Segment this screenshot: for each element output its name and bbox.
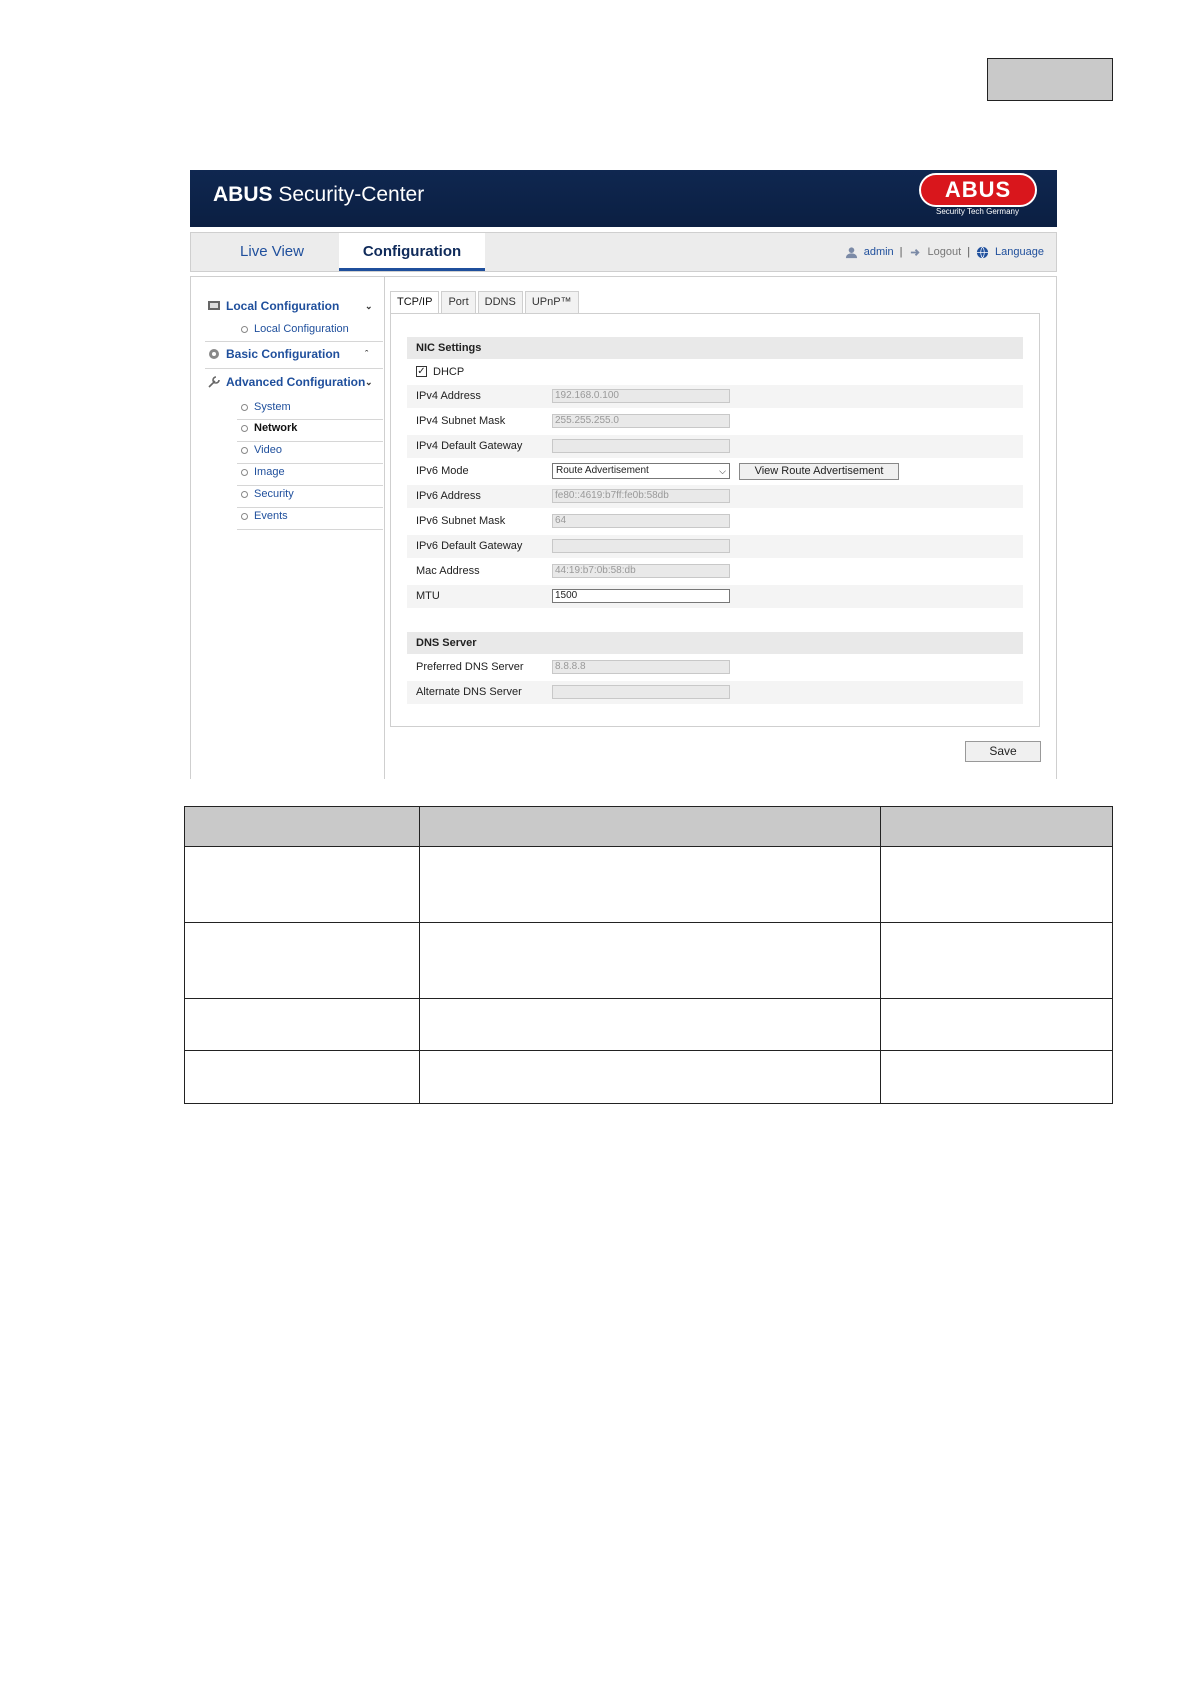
document-table — [184, 806, 1113, 1104]
table-cell — [881, 1051, 1113, 1104]
table-cell — [881, 847, 1113, 923]
ipv4-gateway-row — [407, 435, 1023, 458]
ipv6-address-row — [407, 485, 1023, 508]
chevron-up-icon: ˆ — [365, 349, 368, 359]
divider — [237, 529, 383, 530]
gear-icon — [207, 347, 221, 361]
sidebar-basic-configuration[interactable] — [207, 347, 368, 361]
ipv6-gateway-field[interactable] — [552, 539, 730, 553]
tab-ddns[interactable]: DDNS — [478, 291, 523, 314]
divider — [237, 419, 383, 420]
table-cell — [185, 999, 420, 1051]
sidebar-item-label: Network — [254, 422, 298, 434]
bullet-icon — [241, 326, 248, 333]
bullet-icon — [241, 513, 248, 520]
sidebar-section-label: Basic Configuration — [226, 347, 341, 361]
bullet-icon — [241, 447, 248, 454]
table-row — [185, 1051, 1113, 1104]
mac-address-field[interactable]: 44:19:b7:0b:58:db — [552, 564, 730, 578]
table-header-cell — [881, 807, 1113, 847]
preferred-dns-label: Preferred DNS Server — [416, 661, 524, 673]
sidebar-local-configuration[interactable] — [207, 299, 373, 313]
table-header-row — [185, 807, 1113, 847]
nic-settings-heading: NIC Settings — [407, 337, 1023, 359]
alternate-dns-field[interactable] — [552, 685, 730, 699]
table-cell — [185, 1051, 420, 1104]
ipv4-mask-field[interactable]: 255.255.255.0 — [552, 414, 730, 428]
ipv6-mode-select[interactable] — [552, 463, 730, 479]
table-row — [185, 847, 1113, 923]
alternate-dns-label: Alternate DNS Server — [416, 686, 522, 698]
user-bar — [845, 233, 1044, 271]
ipv6-mask-row — [407, 510, 1023, 533]
mac-address-row — [407, 560, 1023, 583]
sidebar-section-label: Advanced Configuration — [226, 375, 366, 389]
tab-upnp[interactable]: UPnP™ — [525, 291, 579, 314]
sidebar-item-image[interactable] — [241, 466, 285, 478]
table-cell — [420, 1051, 881, 1104]
table-cell — [420, 999, 881, 1051]
table-cell — [420, 923, 881, 999]
tab-configuration[interactable]: Configuration — [339, 233, 485, 271]
sidebar-item-label: Local Configuration — [254, 323, 349, 335]
divider — [237, 485, 383, 486]
logo-subtext: Security Tech Germany — [936, 207, 1019, 216]
sidebar-item-label: Security — [254, 488, 294, 500]
mtu-label: MTU — [416, 590, 440, 602]
mtu-row — [407, 585, 1023, 608]
web-ui-screenshot — [190, 170, 1057, 778]
tcpip-panel — [390, 313, 1040, 727]
wrench-icon — [207, 375, 221, 389]
tab-tcpip[interactable]: TCP/IP — [390, 291, 439, 314]
user-name-link[interactable]: admin — [863, 246, 894, 258]
bullet-icon — [241, 469, 248, 476]
monitor-icon — [207, 299, 221, 313]
ipv4-address-field[interactable]: 192.168.0.100 — [552, 389, 730, 403]
dhcp-checkbox[interactable]: ✓ — [417, 366, 426, 377]
table-cell — [881, 923, 1113, 999]
chevron-down-icon: ⌵ — [719, 466, 726, 476]
sidebar — [191, 277, 385, 779]
logout-icon — [909, 246, 922, 259]
ipv4-address-label: IPv4 Address — [416, 390, 481, 402]
bullet-icon — [241, 404, 248, 411]
mac-address-label: Mac Address — [416, 565, 480, 577]
sidebar-advanced-configuration[interactable] — [207, 375, 373, 389]
mtu-field[interactable]: 1500 — [552, 589, 730, 603]
ipv6-mask-field[interactable]: 64 — [552, 514, 730, 528]
app-title: ABUS Security-Center — [213, 183, 425, 206]
ipv4-mask-label: IPv4 Subnet Mask — [416, 415, 506, 427]
user-icon — [845, 246, 858, 259]
save-button[interactable]: Save — [965, 741, 1041, 762]
sidebar-item-label: Video — [254, 444, 282, 456]
table-cell — [881, 999, 1113, 1051]
table-header-cell — [185, 807, 420, 847]
table-cell — [420, 847, 881, 923]
main-frame — [190, 276, 1057, 779]
sidebar-item-local-configuration[interactable] — [241, 323, 349, 335]
globe-icon — [976, 246, 989, 259]
separator: | — [899, 246, 903, 258]
sidebar-item-label: Events — [254, 510, 288, 522]
ipv6-gateway-label: IPv6 Default Gateway — [416, 540, 523, 552]
top-navigation — [190, 232, 1057, 272]
sidebar-item-label: System — [254, 401, 291, 413]
divider — [237, 507, 383, 508]
table-row — [185, 999, 1113, 1051]
divider — [237, 441, 383, 442]
ipv4-gateway-field[interactable] — [552, 439, 730, 453]
ipv6-mode-value: Route Advertisement — [556, 465, 649, 476]
preferred-dns-field[interactable]: 8.8.8.8 — [552, 660, 730, 674]
ipv6-mask-label: IPv6 Subnet Mask — [416, 515, 506, 527]
bullet-icon — [241, 491, 248, 498]
table-row — [185, 923, 1113, 999]
table-cell — [185, 847, 420, 923]
alternate-dns-row — [407, 681, 1023, 704]
view-route-advertisement-button[interactable]: View Route Advertisement — [739, 463, 899, 480]
sub-tabs — [390, 291, 581, 314]
logout-link[interactable]: Logout — [927, 246, 962, 258]
ipv6-mode-row — [407, 460, 1023, 483]
ipv4-mask-row — [407, 410, 1023, 433]
language-link[interactable]: Language — [995, 246, 1044, 258]
ipv6-mode-label: IPv6 Mode — [416, 465, 469, 477]
dns-server-heading: DNS Server — [407, 632, 1023, 654]
table-cell — [185, 923, 420, 999]
table-header-cell — [420, 807, 881, 847]
sidebar-item-security[interactable] — [241, 488, 294, 500]
bullet-icon — [241, 425, 248, 432]
divider — [205, 341, 383, 342]
divider — [237, 463, 383, 464]
tab-port[interactable]: Port — [441, 291, 475, 314]
sidebar-section-label: Local Configuration — [226, 299, 340, 313]
corner-label-box — [987, 58, 1113, 101]
ipv4-gateway-label: IPv4 Default Gateway — [416, 440, 523, 452]
ipv6-address-field[interactable]: fe80::4619:b7ff:fe0b:58db — [552, 489, 730, 503]
ipv4-address-row — [407, 385, 1023, 408]
sidebar-item-label: Image — [254, 466, 285, 478]
sidebar-item-video[interactable] — [241, 444, 282, 456]
header-banner — [190, 170, 1057, 227]
tab-live-view[interactable]: Live View — [240, 243, 304, 260]
divider — [205, 368, 383, 369]
dhcp-row — [407, 361, 1023, 384]
chevron-down-icon: ⌄ — [365, 300, 373, 311]
chevron-down-icon: ⌄ — [365, 376, 373, 387]
dhcp-label: DHCP — [433, 366, 465, 378]
sidebar-item-network[interactable] — [241, 422, 297, 434]
ipv6-address-label: IPv6 Address — [416, 490, 481, 502]
preferred-dns-row — [407, 656, 1023, 679]
separator: | — [967, 246, 971, 258]
sidebar-item-events[interactable] — [241, 510, 288, 522]
sidebar-item-system[interactable] — [241, 401, 291, 413]
ipv6-gateway-row — [407, 535, 1023, 558]
abus-logo: ABUS — [919, 173, 1037, 207]
